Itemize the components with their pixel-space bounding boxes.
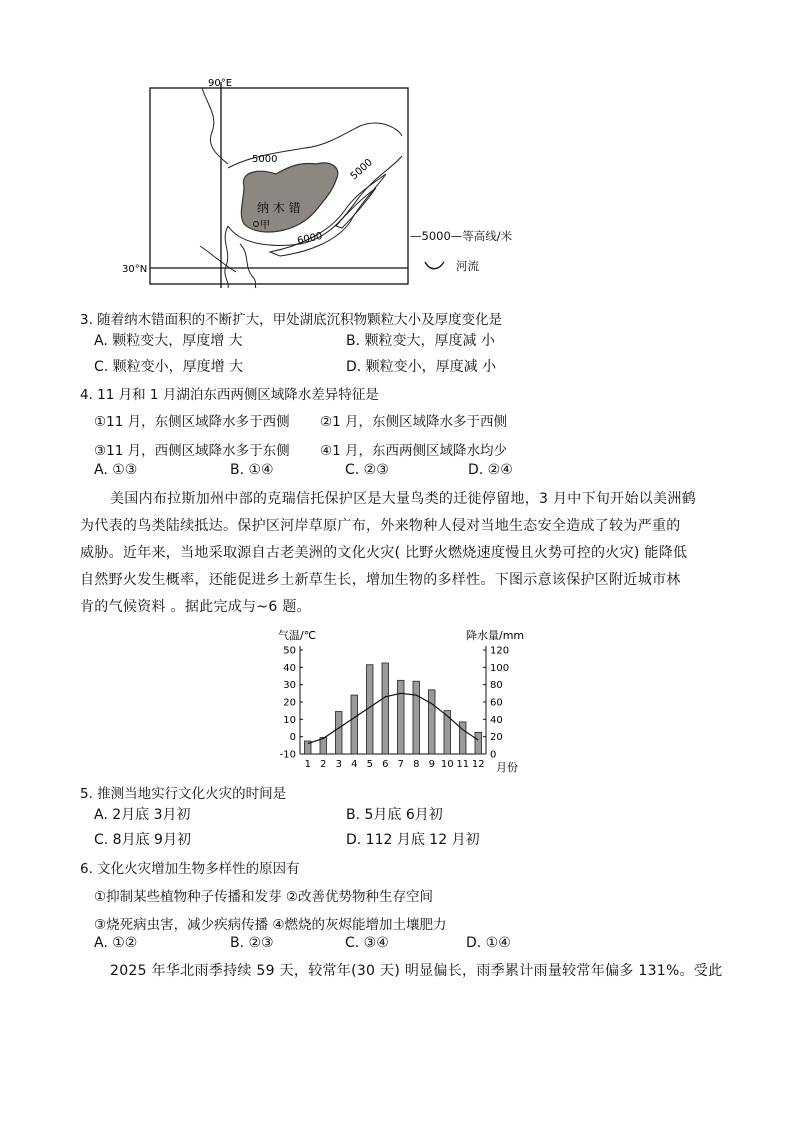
- chart-left-tick: -10: [279, 749, 296, 761]
- q3-stem: 3. 随着纳木错面积的不断扩大，甲处湖底沉积物颗粒大小及厚度变化是: [80, 312, 503, 328]
- q4-option-b[interactable]: B. ①④: [230, 462, 274, 478]
- precip-bar: [459, 722, 466, 754]
- chart-x-tick: 8: [413, 759, 420, 770]
- q6-option-c[interactable]: C. ③④: [345, 935, 389, 951]
- contour-label-6000: 6000: [296, 230, 324, 247]
- longitude-label: 90°E: [208, 78, 233, 89]
- latitude-label: 30°N: [122, 264, 148, 275]
- q4-item-4: ④1 月，东西两侧区域降水均少: [320, 443, 507, 459]
- chart-left-tick: 50: [283, 645, 296, 657]
- q6-option-b[interactable]: B. ②③: [230, 935, 274, 951]
- passage-line-2: 为代表的鸟类陆续抵达。保护区河岸草原广布，外来物种人侵对当地生态安全造成了较为严重的: [80, 518, 681, 534]
- chart-right-tick: 120: [490, 645, 510, 657]
- precip-bar: [428, 690, 435, 754]
- q4-option-c[interactable]: C. ②③: [345, 462, 389, 478]
- passage-line-5: 肯的气候资料 。据此完成与~6 题。: [80, 599, 311, 615]
- q5-option-c[interactable]: C. 8月底 9月初: [94, 832, 191, 848]
- chart-x-tick: 6: [382, 759, 389, 770]
- chart-x-tick: 10: [440, 759, 454, 770]
- chart-x-tick: 9: [428, 759, 435, 770]
- chart-left-tick: 20: [283, 697, 296, 709]
- chart-right-tick: 40: [490, 714, 503, 726]
- chart-x-tick: 7: [397, 759, 404, 770]
- passage-line-4: 自然野火发生概率，还能促进乡土新草生长，增加生物的多样性。下图示意该保护区附近城市林: [80, 572, 681, 588]
- q4-item-2: ②1 月，东侧区域降水多于西侧: [320, 414, 507, 430]
- legend-river: 河流: [456, 259, 479, 273]
- climate-chart: [270, 626, 540, 776]
- river: [240, 244, 256, 288]
- chart-ylabel-right: 降水量/mm: [466, 629, 525, 642]
- q3-option-d[interactable]: D. 颗粒变小，厚度减 小: [346, 359, 497, 375]
- precip-bar: [397, 680, 404, 754]
- passage-line-1: 美国内布拉斯加州中部的克瑞信托保护区是大量鸟类的迁徙停留地，3 月中下旬开始以美洲鹤: [110, 491, 696, 507]
- q6-option-a[interactable]: A. ①②: [94, 935, 138, 951]
- q6-option-d[interactable]: D. ①④: [466, 935, 511, 951]
- q5-stem: 5. 推测当地实行文化火灾的时间是: [80, 786, 287, 802]
- chart-right-tick: 100: [490, 662, 510, 674]
- contour-label-5000: 5000: [252, 154, 278, 165]
- q5-option-d[interactable]: D. 112 月底 12 月初: [346, 832, 480, 848]
- q6-items-line-2: ③烧死病虫害，减少疾病传播 ④燃烧的灰烬能增加土壤肥力: [94, 917, 447, 933]
- river: [225, 226, 228, 288]
- chart-x-tick: 5: [366, 759, 373, 770]
- tail-paragraph: 2025 年华北雨季持续 59 天，较常年(30 天) 明显偏长，雨季累计雨量较常年偏多 131%。受此: [110, 963, 723, 979]
- chart-x-tick: 2: [320, 759, 327, 770]
- q4-stem: 4. 11 月和 1 月湖泊东西两侧区域降水差异特征是: [80, 387, 379, 403]
- chart-x-tick: 1: [304, 759, 311, 770]
- chart-left-tick: 0: [289, 732, 296, 744]
- chart-left-tick: 40: [283, 662, 296, 674]
- precip-bar: [413, 681, 420, 754]
- chart-xlabel: 月份: [496, 761, 518, 774]
- passage-line-3: 威胁。近年来，当地采取源自古老美洲的文化火灾( 比野火燃烧速度慢且火势可控的火灾) 能降低: [80, 545, 688, 561]
- temperature-line: [308, 693, 479, 743]
- q4-item-1: ①11 月，东侧区域降水多于西侧: [94, 414, 290, 430]
- q5-option-b[interactable]: B. 5月底 6月初: [346, 807, 443, 823]
- chart-x-tick: 4: [351, 759, 358, 770]
- lake-label: 纳 木 错: [257, 201, 301, 215]
- precip-bar: [382, 663, 389, 754]
- legend-river-icon: [424, 259, 446, 271]
- chart-ylabel-left: 气温/℃: [278, 629, 317, 642]
- chart-right-tick: 60: [490, 697, 503, 709]
- q3-option-b[interactable]: B. 颗粒变大，厚度减 小: [346, 333, 495, 349]
- q4-option-a[interactable]: A. ①③: [94, 462, 138, 478]
- contour-label-5000-b: 5000: [348, 157, 375, 183]
- q4-item-3: ③11 月，西侧区域降水多于东侧: [94, 443, 290, 459]
- legend-contour: —5000—等高线/米: [410, 229, 513, 243]
- lake-map: [122, 76, 500, 296]
- chart-x-tick: 11: [456, 759, 470, 770]
- q3-option-c[interactable]: C. 颗粒变小，厚度增 大: [94, 359, 244, 375]
- precip-bar: [335, 712, 342, 754]
- chart-x-tick: 3: [335, 759, 342, 770]
- river: [202, 88, 228, 164]
- chart-right-tick: 0: [490, 749, 497, 761]
- q6-items-line-1: ①抑制某些植物种子传播和发芽 ②改善优势物种生存空间: [94, 889, 433, 905]
- precip-bar: [320, 738, 327, 754]
- chart-x-tick: 12: [471, 759, 485, 770]
- chart-right-tick: 80: [490, 680, 503, 692]
- q5-option-a[interactable]: A. 2月底 3月初: [94, 807, 191, 823]
- q3-option-a[interactable]: A. 颗粒变大，厚度增 大: [94, 333, 243, 349]
- q4-option-d[interactable]: D. ②④: [468, 462, 513, 478]
- point-jia-label: 甲: [260, 220, 270, 231]
- precip-bar: [351, 695, 358, 754]
- chart-left-tick: 10: [283, 714, 296, 726]
- q6-stem: 6. 文化火灾增加生物多样性的原因有: [80, 861, 300, 877]
- chart-left-tick: 30: [283, 680, 296, 692]
- chart-right-tick: 20: [490, 732, 503, 744]
- precip-bar: [475, 732, 482, 754]
